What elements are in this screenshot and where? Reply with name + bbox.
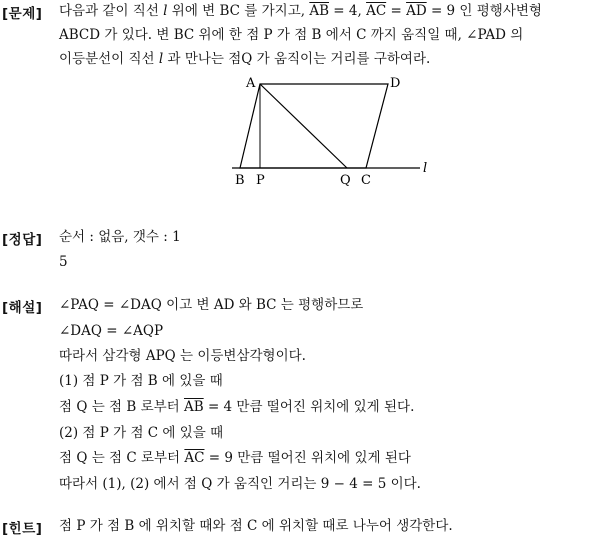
solution-line-2: ∠DAQ = ∠AQP	[59, 323, 164, 339]
problem-tag: [문제]	[2, 6, 43, 22]
solution-tag: [해설]	[2, 300, 43, 316]
hint-line-1: 점 P 가 점 B 에 위치할 때와 점 C 에 위치할 때로 나누어 생각한다.	[59, 518, 453, 534]
label-p: P	[256, 173, 265, 188]
solution-line-4: (1) 점 P 가 점 B 에 있을 때	[59, 373, 223, 389]
segment-aq	[260, 84, 347, 168]
label-q: Q	[340, 173, 351, 188]
label-d: D	[390, 76, 401, 91]
label-l: l	[423, 161, 428, 176]
answer-line-1: 순서 : 없음, 갯수 : 1	[59, 229, 181, 245]
problem-line-1: 다음과 같이 직선 l 위에 변 BC 를 가지고, $\overline{AB} = 4$, $\overline{AC} = \overline{AD} = 9$ 인 평행사변형	[59, 3, 542, 19]
parallelogram-figure	[220, 72, 460, 192]
problem-line-3: 이등분선이 직선 l 과 만나는 점Q 가 움직이는 거리를 구하여라.	[59, 51, 431, 67]
parallelogram-abcd	[240, 84, 388, 168]
problem-line-2: ABCD 가 있다. 변 BC 위에 한 점 P 가 점 B 에서 C 까지 움직일 때, ∠PAD 의	[59, 27, 524, 43]
label-c: C	[361, 173, 371, 188]
solution-line-3: 따라서 삼각형 APQ 는 이등변삼각형이다.	[59, 348, 306, 364]
solution-line-7: 점 Q 는 점 C 로부터 $\overline{AC} = 9$ 만큼 떨어진 위치에 있게 된다	[59, 450, 411, 466]
label-a: A	[246, 76, 256, 91]
solution-line-5: 점 Q 는 점 B 로부터 $\overline{AB} = 4$ 만큼 떨어진 위치에 있게 된다.	[59, 399, 415, 415]
hint-tag: [힌트]	[2, 521, 43, 537]
solution-line-1: ∠PAQ = ∠DAQ 이고 변 AD 와 BC 는 평행하므로	[59, 297, 364, 313]
answer-line-2: 5	[59, 254, 68, 270]
solution-line-8: 따라서 (1), (2) 에서 점 Q 가 움직인 거리는 9 − 4 = 5 이다.	[59, 476, 421, 492]
label-b: B	[235, 173, 245, 188]
solution-line-6: (2) 점 P 가 점 C 에 있을 때	[59, 425, 224, 441]
answer-tag: [정답]	[2, 232, 43, 248]
